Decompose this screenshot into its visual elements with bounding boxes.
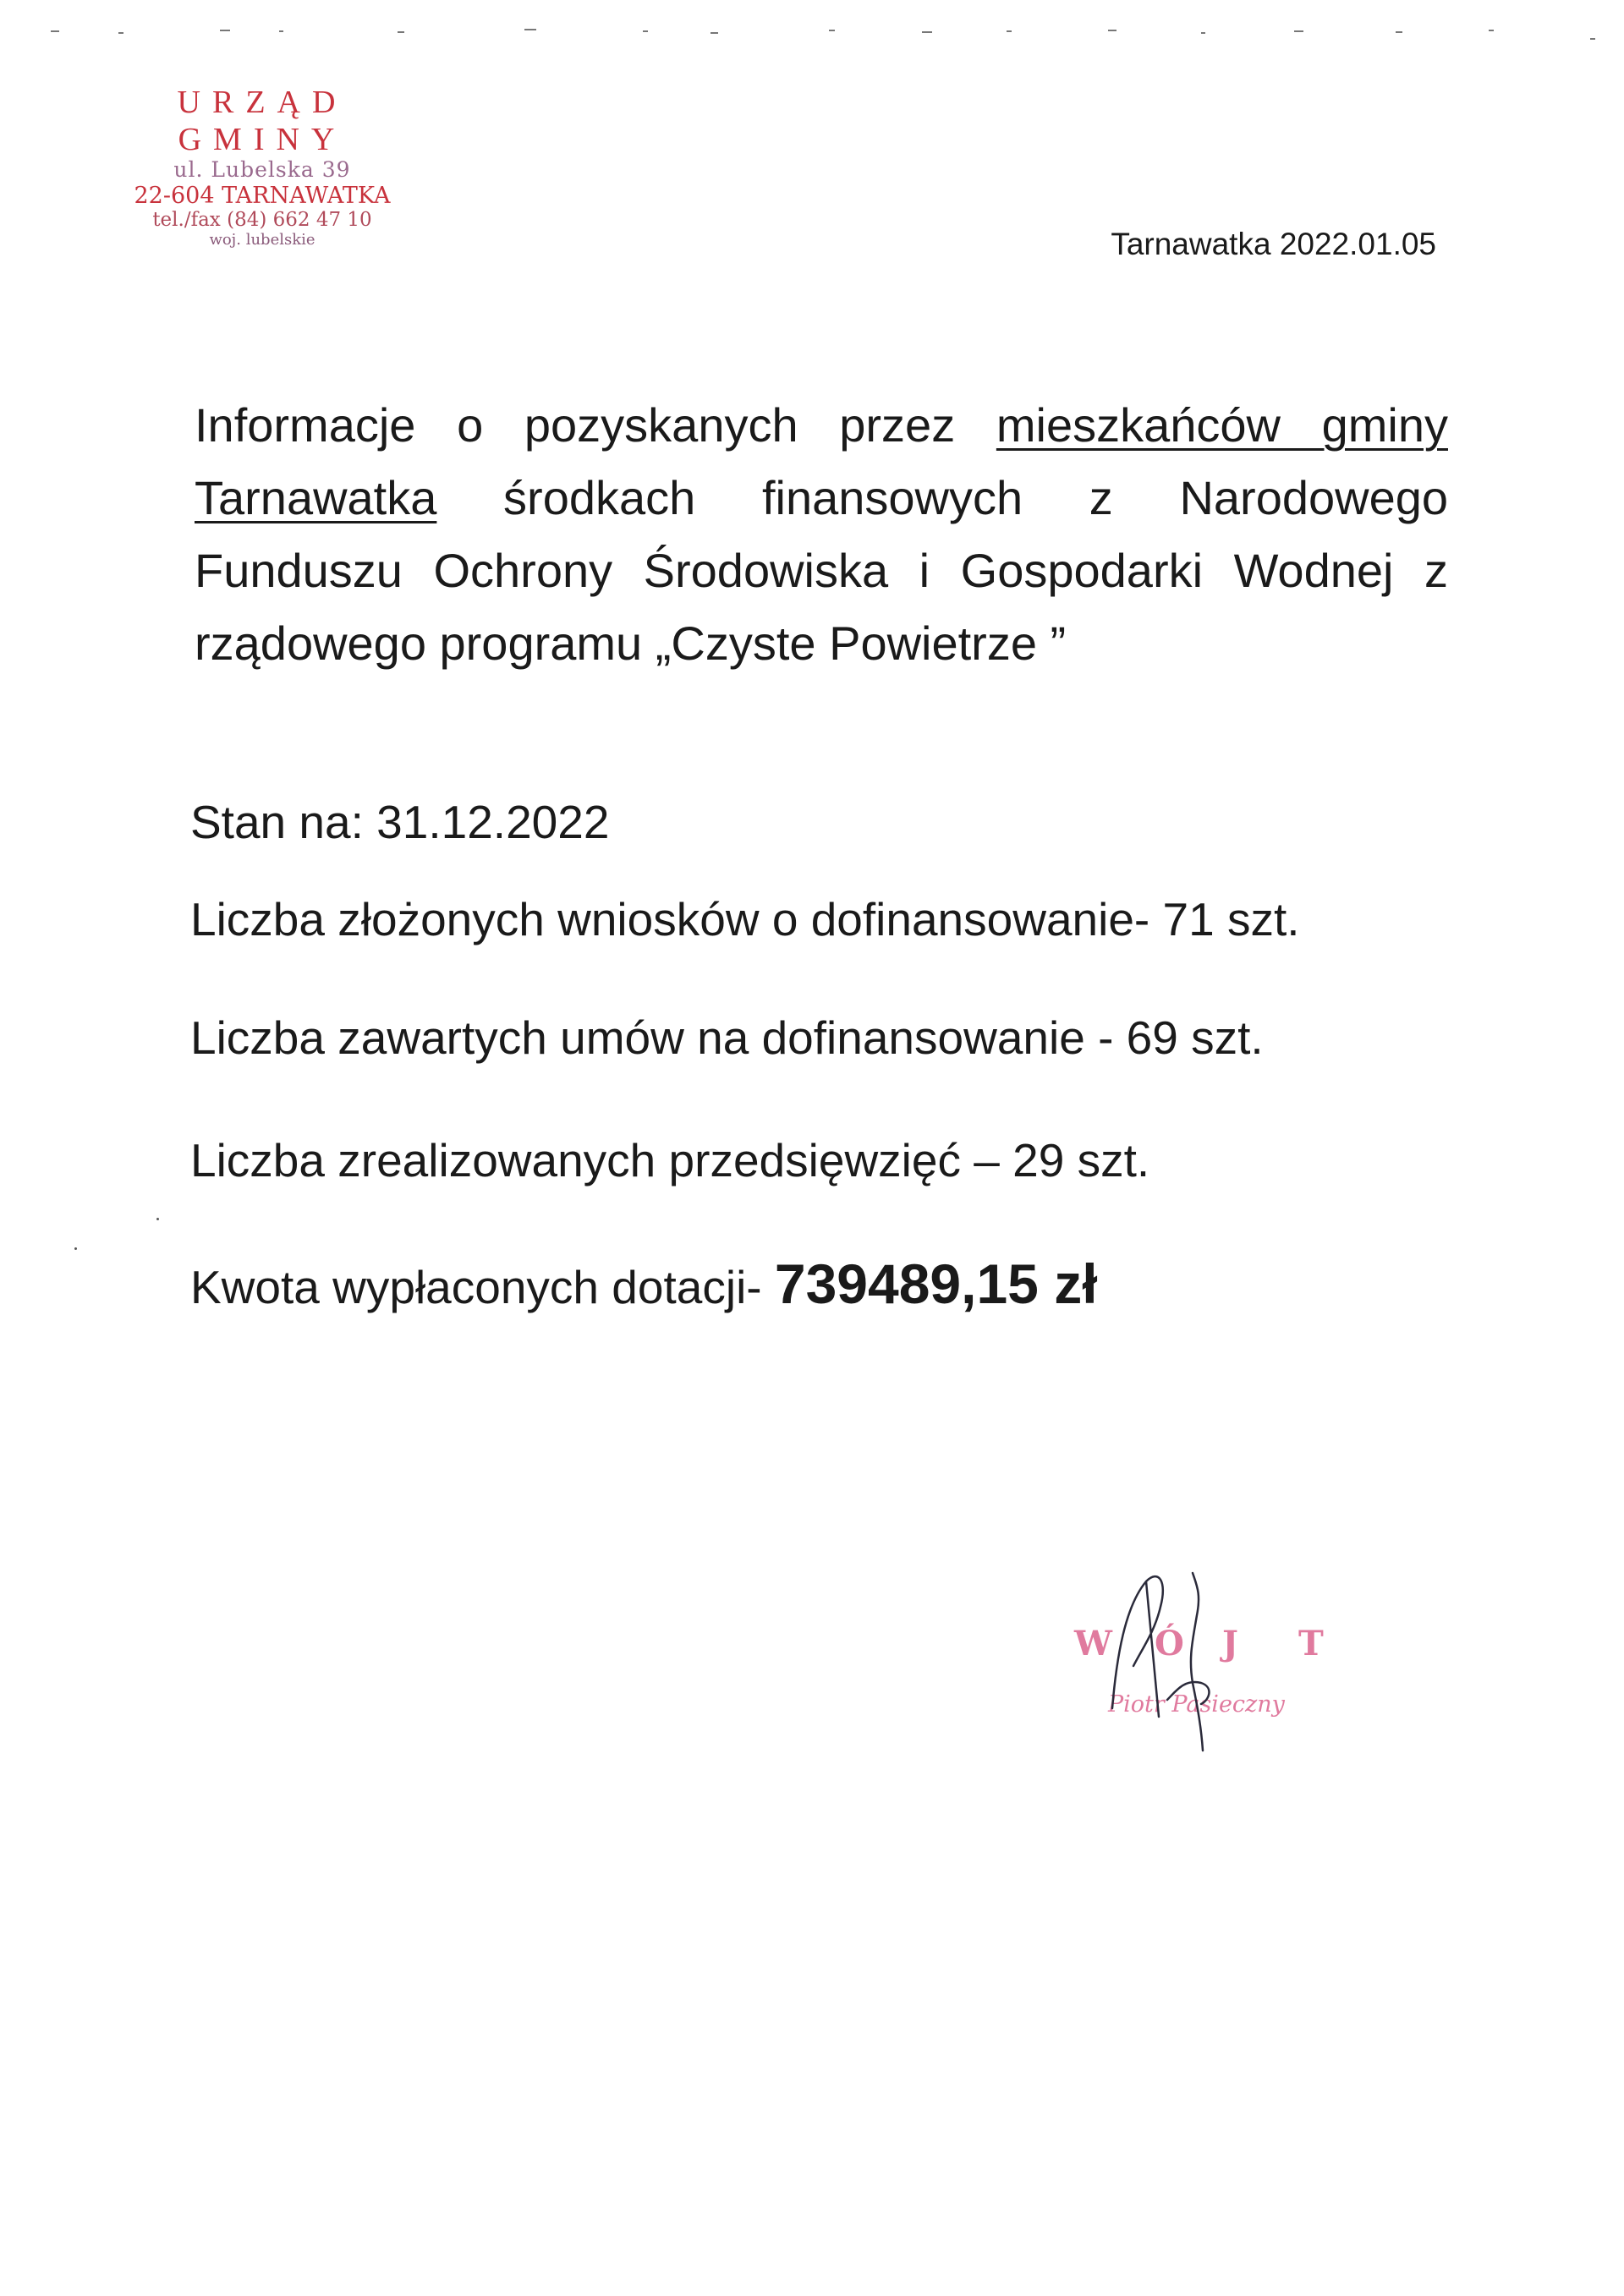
grant-amount-line bbox=[190, 1252, 1098, 1316]
stamp-street: ul. Lubelska 39 bbox=[173, 157, 351, 183]
completed-projects-count: Liczba zrealizowanych przedsięwzięć – 29 szt. bbox=[190, 1134, 1150, 1186]
scan-speck bbox=[156, 1218, 159, 1220]
stamp-letter-o: Ó bbox=[1155, 1624, 1184, 1663]
heading-text-middle: środkach finansowych z Narodowego Funduszu Ochrony Środowiska i Gospodarki Wodnej z rządowego programu bbox=[195, 471, 1448, 670]
heading-underlined-text: mieszkańców gminy Tarnawatka bbox=[195, 398, 1448, 524]
document-date: Tarnawatka 2022.01.05 bbox=[1111, 227, 1436, 261]
grant-amount-label: Kwota wypłaconych dotacji- bbox=[190, 1261, 775, 1313]
contracts-count: Liczba zawartych umów na dofinansowanie - 69 szt. bbox=[190, 1011, 1264, 1064]
document-heading bbox=[195, 389, 1448, 680]
heading-text-start: Informacje o pozyskanych przez bbox=[195, 398, 996, 452]
stamp-province: woj. lubelskie bbox=[209, 230, 315, 249]
stamp-letter-j: J bbox=[1222, 1624, 1238, 1663]
office-stamp bbox=[85, 85, 440, 249]
stamp-city: 22-604 TARNAWATKA bbox=[134, 183, 391, 210]
mayor-name-stamp: Piotr Pasieczny bbox=[1108, 1691, 1285, 1718]
status-date: Stan na: 31.12.2022 bbox=[190, 796, 610, 848]
handwritten-signature bbox=[1066, 1556, 1353, 1776]
stamp-letter-w: W bbox=[1074, 1624, 1112, 1663]
scan-speck bbox=[74, 1247, 77, 1250]
stamp-letter-t: T bbox=[1298, 1624, 1324, 1663]
applications-count: Liczba złożonych wniosków o dofinansowanie- 71 szt. bbox=[190, 893, 1300, 945]
grant-amount-value: 739489,15 zł bbox=[774, 1252, 1098, 1315]
scan-edge-noise bbox=[0, 0, 1624, 59]
mayor-signature-block bbox=[1066, 1556, 1353, 1776]
program-name: „Czyste Powietrze ” bbox=[655, 616, 1067, 670]
stamp-title: URZĄD GMINY bbox=[177, 85, 348, 157]
stamp-phone: tel./fax (84) 662 47 10 bbox=[152, 209, 372, 232]
